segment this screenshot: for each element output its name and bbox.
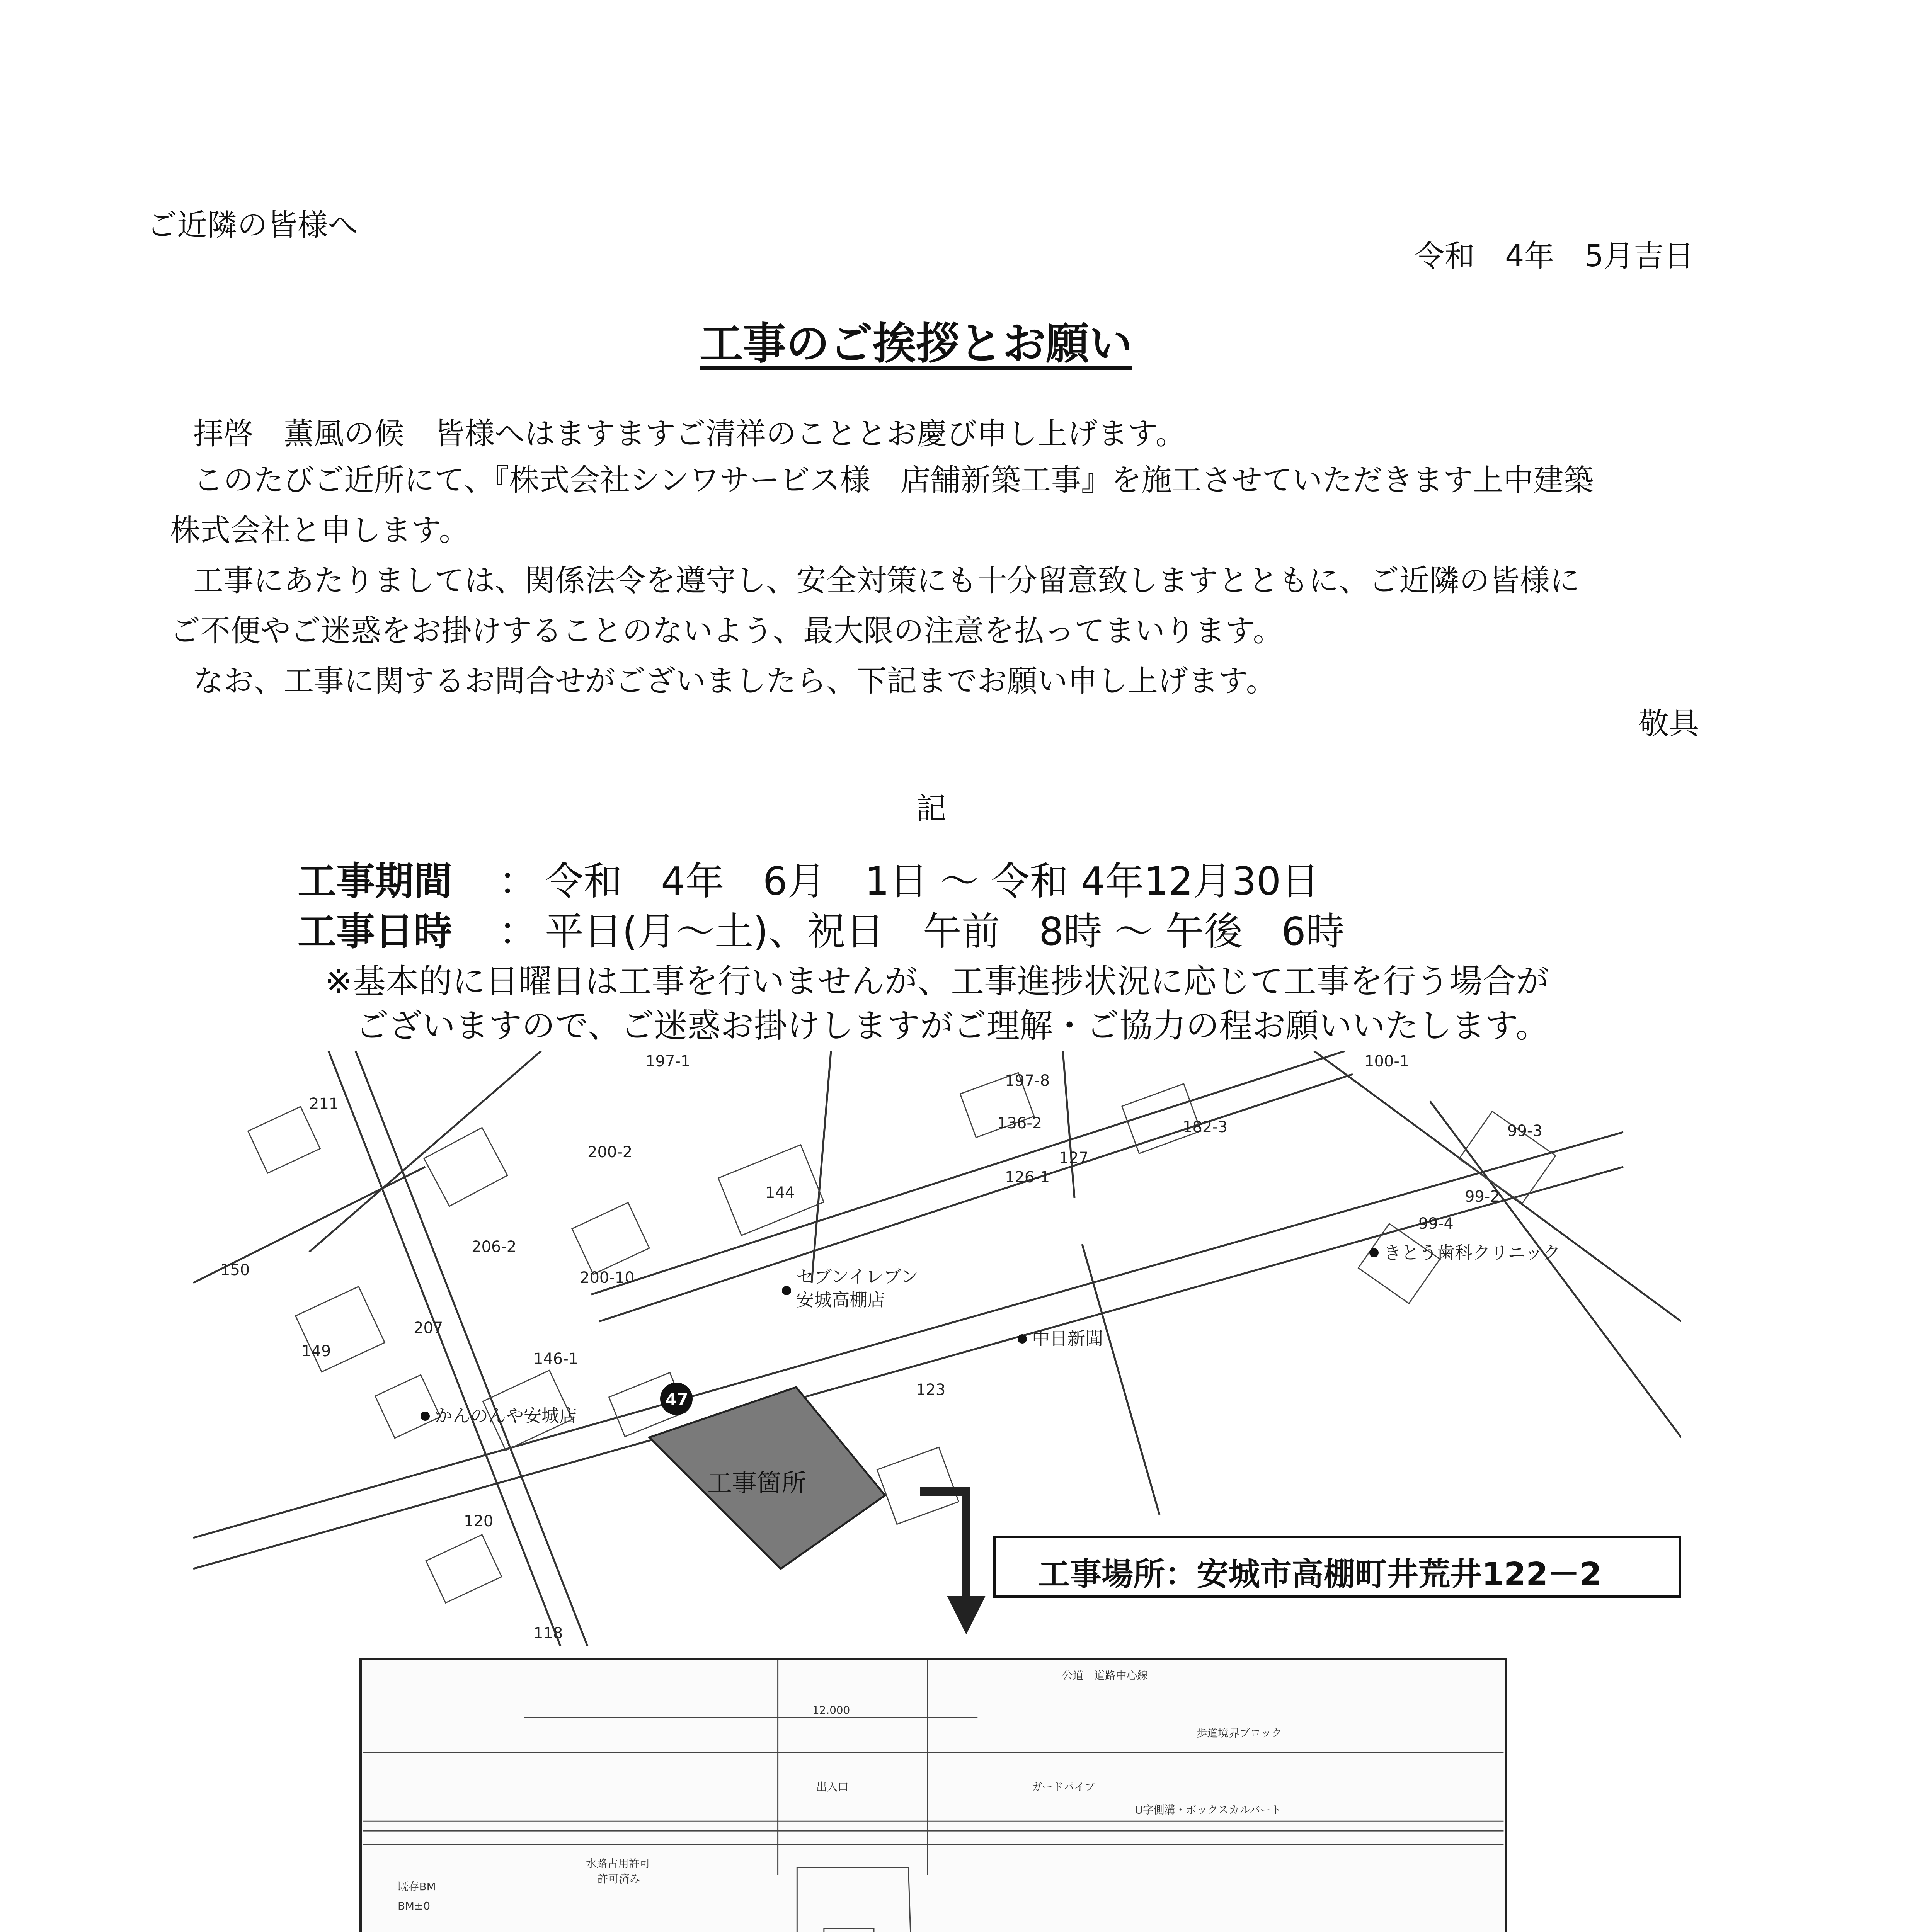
sunday-note-line1: ※基本的に日曜日は工事を行いませんが、工事進捗状況に応じて工事を行う場合が — [325, 962, 1549, 1001]
lot-number: 118 — [533, 1624, 563, 1642]
lot-number: 207 — [414, 1319, 443, 1337]
lot-number: 99-3 — [1507, 1122, 1542, 1140]
landmark-chunichi: 中日新聞 — [1032, 1328, 1103, 1349]
site-label: 工事箇所 — [707, 1469, 806, 1498]
plan-guard-pipe: ガードパイプ — [1031, 1780, 1095, 1793]
lot-number: 99-4 — [1418, 1215, 1454, 1233]
lot-number: 123 — [916, 1381, 946, 1399]
letter-paragraph-1: 拝啓 薫風の候 皆様へはますますご清祥のこととお慶び申し上げます。 — [193, 417, 1186, 451]
lot-number: 127 — [1059, 1149, 1089, 1167]
addressee: ご近隣の皆様へ — [147, 208, 358, 243]
letter-paragraph-3b: ご不便やご迷惑をお掛けすることのないよう、最大限の注意を払ってまいります。 — [170, 614, 1283, 648]
period-value: 令和 4年 6月 1日 ～ 令和 4年12月30日 — [545, 859, 1320, 904]
lot-number: 200-2 — [587, 1143, 633, 1161]
landmark-dot-icon — [1369, 1248, 1379, 1257]
period-colon: ： — [499, 859, 537, 904]
lot-number: 150 — [220, 1261, 250, 1279]
issue-date: 令和 4年 5月吉日 — [1415, 239, 1694, 274]
lot-number: 149 — [301, 1342, 331, 1360]
letter-paragraph-2a: このたびご近所にて、『株式会社シンワサービス様 店舗新築工事』を施工させていただきます上中建築 — [193, 463, 1594, 498]
landmark-seven-eleven: セブンイレブン — [796, 1266, 919, 1287]
landmark-dot-icon — [782, 1286, 791, 1295]
lot-number: 99-2 — [1465, 1188, 1500, 1206]
plan-entrance: 出入口 — [816, 1780, 849, 1793]
landmark-dental: きとう歯科クリニック — [1384, 1242, 1561, 1263]
lot-number: 144 — [765, 1184, 795, 1202]
landmark-dot-icon — [421, 1412, 430, 1421]
period-label: 工事期間 — [298, 859, 452, 904]
lot-number: 200-10 — [580, 1269, 635, 1287]
site-location-box: 工事場所：安城市高棚町井荒井122－2 — [993, 1536, 1681, 1598]
lot-number: 197-1 — [645, 1053, 691, 1070]
plan-culvert: U字側溝・ボックスカルバート — [1135, 1803, 1282, 1816]
plan-width-top: 12.000 — [812, 1704, 850, 1717]
letter-paragraph-2b: 株式会社と申します。 — [170, 513, 469, 548]
lot-number: 146-1 — [533, 1350, 579, 1368]
ki-marker: 記 — [916, 791, 947, 826]
page-title: 工事のご挨拶とお願い — [700, 319, 1132, 369]
hours-value: 平日(月～土)、祝日 午前 8時 ～ 午後 6時 — [545, 909, 1345, 954]
lot-number: 211 — [309, 1095, 339, 1113]
landmark-dot-icon — [1018, 1334, 1027, 1344]
plan-water-permit1: 水路占用許可 — [586, 1857, 650, 1870]
landmark-kannonya: かんのんや安城店 — [435, 1405, 577, 1426]
plan-bm: 既存BM — [398, 1880, 436, 1893]
hours-colon: ： — [499, 909, 537, 954]
lot-number: 136-2 — [997, 1114, 1042, 1132]
lot-number: 100-1 — [1364, 1053, 1410, 1070]
arrow-head-icon — [947, 1596, 986, 1634]
plan-block: 歩道境界ブロック — [1196, 1726, 1282, 1740]
lot-number: 197-8 — [1005, 1072, 1050, 1090]
plan-road-center: 公道 道路中心線 — [1062, 1669, 1148, 1682]
closing-keigu: 敬具 — [1639, 706, 1699, 741]
landmark-seven-eleven-branch: 安城高棚店 — [796, 1289, 885, 1310]
route-number: 47 — [666, 1390, 688, 1409]
letter-paragraph-4: なお、工事に関するお問合せがございましたら、下記までお願い申し上げます。 — [193, 664, 1276, 699]
letter-paragraph-3a: 工事にあたりましては、関係法令を遵守し、安全対策にも十分留意致しますとともに、ご近隣の皆様に — [193, 563, 1580, 598]
lot-number: 206-2 — [472, 1238, 517, 1256]
sunday-note-line2: ございますので、ご迷惑お掛けしますがご理解・ご協力の程お願いいたします。 — [356, 1007, 1549, 1045]
lot-number: 182-3 — [1183, 1118, 1228, 1136]
plan-water-permit2: 許可済み — [597, 1872, 640, 1886]
site-plan — [359, 1658, 1507, 1932]
plan-bm-value: BM±0 — [398, 1899, 431, 1912]
hours-label: 工事日時 — [298, 909, 452, 954]
lot-number: 126-1 — [1005, 1168, 1050, 1186]
lot-number: 120 — [464, 1512, 494, 1530]
